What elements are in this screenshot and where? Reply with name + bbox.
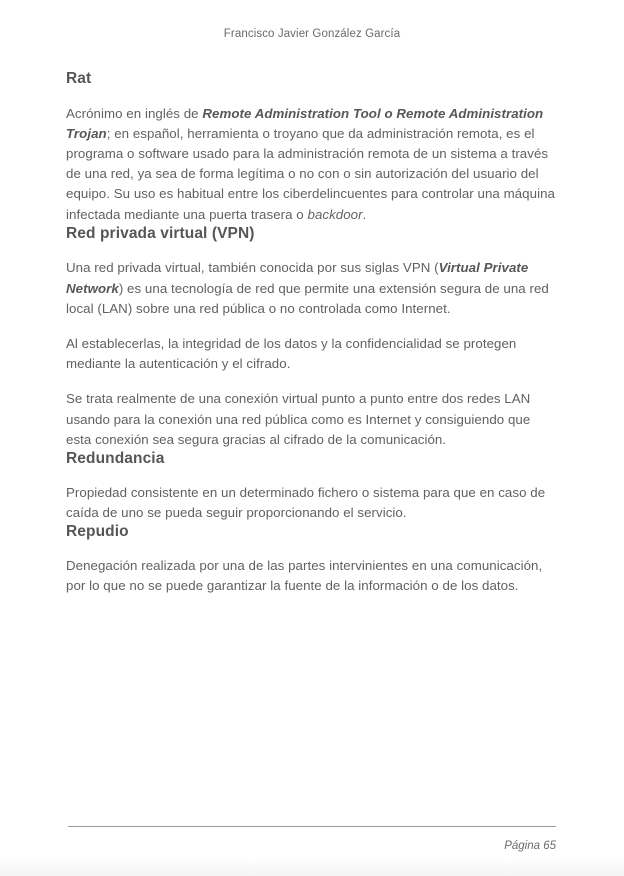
page-bottom-edge	[0, 860, 624, 876]
emphasis-italic-text: backdoor	[307, 206, 363, 222]
page-number-label: Página 65	[504, 840, 556, 852]
paragraph-vpn-connection: Se trata realmente de una conexión virtual punto a punto entre dos redes LAN usando para la conexión una red pública como es Internet y consiguiendo que esta conexión sea segura gracias al cifrado de la comunicación.	[66, 391, 531, 447]
paragraph-vpn-integrity: Al establecerlas, la integridad de los datos y la confidencialidad se protegen mediante la autenticación y el cifrado.	[66, 336, 517, 372]
document-body	[66, 70, 556, 596]
emphasis-strong-text: Remote Administration Tool o Remote Administration Trojan	[66, 105, 544, 141]
section-heading-repudio: Repudio	[66, 523, 129, 541]
section-heading-rat: Rat	[66, 70, 92, 87]
section-heading-redundancia: Redundancia	[66, 450, 165, 468]
emphasis-strong-text: Virtual Private Network	[66, 260, 529, 296]
paragraph-redundancia-definition: Propiedad consistente en un determinado fichero o sistema para que en caso de caída de uno se pueda seguir proporcionando el servicio.	[66, 484, 546, 520]
paragraph-vpn-definition: Una red privada virtual, también conocida por sus siglas VPN (Virtual Private Network) es una tecnología de red que permite una extensión segura de una red local (LAN) sobre una red pública o no controlada como Internet.	[66, 260, 549, 316]
page-running-header: Francisco Javier González García	[223, 28, 401, 40]
section-heading-red-privada-virtual: Red privada virtual (VPN)	[66, 224, 255, 242]
footer-divider	[68, 826, 556, 827]
paragraph-repudio-definition: Denegación realizada por una de las partes intervinientes en una comunicación, por lo que no se puede garantizar la fuente de la información o de los datos.	[66, 557, 543, 593]
paragraph-rat-definition: Acrónimo en inglés de Remote Administration Tool o Remote Administration Trojan; en español, herramienta o troyano que da administración remota, es el programa o software usado para la administración remota de un sistema a través de una red, ya sea de forma legítima o no con o sin autorización del usuario del equipo. Su uso es habitual entre los ciberdelincuentes para controlar una máquina infectada mediante una puerta trasera o backdoor.	[66, 105, 555, 222]
